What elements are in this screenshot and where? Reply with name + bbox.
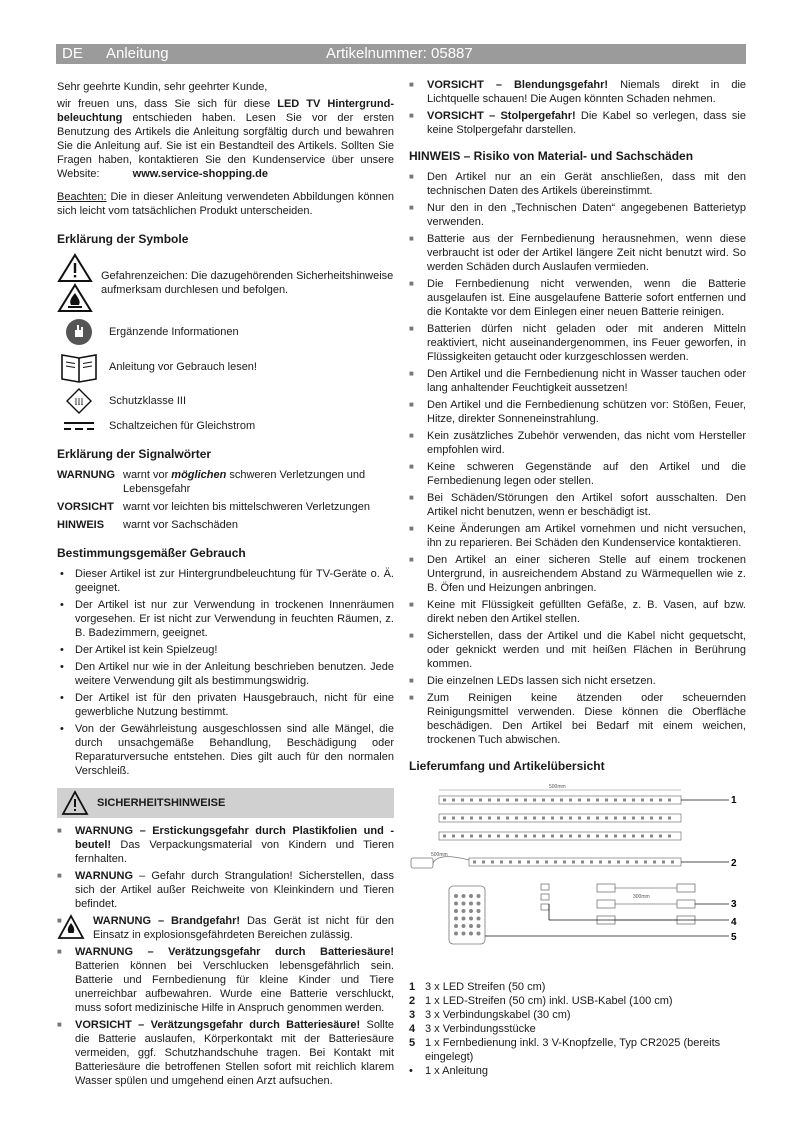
remote-button-dot: [477, 932, 481, 936]
led-dot: [605, 835, 608, 838]
signal-row: VORSICHT warnt vor leichten bis mittelschweren Verletzungen: [57, 501, 371, 513]
led-dot: [542, 835, 545, 838]
led-dot: [482, 861, 485, 864]
remote-button-dot: [477, 902, 481, 906]
safety-list: [57, 824, 394, 1088]
remote-button-dot: [454, 909, 458, 913]
list-item: ■ Zum Reinigen keine ätzenden oder scheuernden Reinigungsmittel verwenden. Diese können die Oberfläche beschädigen. Den Artikel bei Bedarf mit einem weichen, trockenen Tuch abwischen.: [409, 691, 746, 747]
led-dot: [479, 799, 482, 802]
led-dot: [569, 817, 572, 820]
led-dot: [587, 817, 590, 820]
label-3: 3: [731, 899, 737, 910]
led-dot: [659, 799, 662, 802]
list-item: ■ Keine mit Flüssigkeit gefüllten Gefäße, z. B. Vasen, auf bzw. direkt neben den Artikel stellen.: [409, 598, 746, 626]
led-dot: [641, 817, 644, 820]
led-dot: [662, 861, 665, 864]
header-title: Anleitung: [106, 45, 169, 62]
led-dot: [554, 861, 557, 864]
safety-heading-bar: [57, 788, 394, 818]
list-item: ■ Den Artikel nur an ein Gerät anschließen, dass mit den technischen Daten des Artikels übereinstimmt.: [409, 170, 746, 198]
list-item: 4 3 x Verbindungsstücke: [409, 1023, 536, 1035]
usage-list: [57, 567, 394, 778]
led-dot: [671, 861, 674, 864]
led-dot: [443, 799, 446, 802]
list-item: • Dieser Artikel ist zur Hintergrundbeleuchtung für TV-Geräte o. Ä. geeignet.: [57, 567, 394, 595]
list-item: ■ WARNUNG – Gefahr durch Strangulation! Sicherstellen, dass sich der Artikel außer Reichweite von Kleinkindern und Tieren befindet.: [57, 869, 394, 911]
led-dot: [596, 799, 599, 802]
remote-button-dot: [454, 902, 458, 906]
led-dot: [515, 799, 518, 802]
product-overview-figure: [409, 780, 746, 970]
label-5: 5: [731, 932, 737, 943]
led-dot: [488, 835, 491, 838]
list-item: ■ Kein zusätzliches Zubehör verwenden, das nicht vom Hersteller empfohlen wird.: [409, 429, 746, 457]
list-item: • Von der Gewährleistung ausgeschlossen sind alle Mängel, die durch unsachgemäße Behandlung, Beschädigung oder Reparaturversuche entstehen. Dies gilt auch für den normalen Verschleiß.: [57, 722, 394, 778]
led-dot: [497, 817, 500, 820]
symbol-text: Anleitung vor Gebrauch lesen!: [109, 361, 257, 373]
symbol-row-warning: [57, 253, 394, 313]
list-item: ■ WARNUNG – Erstickungsgefahr durch Plastikfolien und -beutel! Das Verpackungsmaterial von Kindern und Tieren fernhalten.: [57, 824, 394, 866]
symbol-text: Ergänzende Informationen: [109, 326, 239, 338]
led-dot: [596, 817, 599, 820]
remote-button-dot: [454, 894, 458, 898]
remote-button-dot: [469, 894, 473, 898]
led-dot: [497, 799, 500, 802]
led-dot: [545, 861, 548, 864]
led-dot: [500, 861, 503, 864]
led-dot: [632, 817, 635, 820]
led-dot: [509, 861, 512, 864]
led-dot: [497, 835, 500, 838]
greeting: Sehr geehrte Kundin, sehr geehrter Kunde,: [57, 81, 268, 93]
list-item: • Der Artikel ist kein Spielzeug!: [57, 643, 394, 657]
led-dot: [524, 799, 527, 802]
extension-length-label: 300mm: [633, 894, 650, 900]
list-item: 1 3 x LED Streifen (50 cm): [409, 981, 546, 993]
led-dot: [608, 861, 611, 864]
led-strips: [439, 796, 681, 864]
led-dot: [599, 861, 602, 864]
list-item: ■ Den Artikel und die Fernbedienung schützen vor: Stößen, Feuer, Hitze, direkter Sonneneinstrahlung.: [409, 398, 746, 426]
overview-heading: Lieferumfang und Artikelübersicht: [409, 759, 605, 773]
list-item: ■ Die Fernbedienung nicht verwenden, wenn die Batterie ausgelaufen ist. Eine ausgelaufene Batterie sofort entfernen und die Kontakte vor dem Einlegen einer neuen Batterie reinigen.: [409, 277, 746, 319]
list-item: ■ Nur den in den „Technischen Daten“ angegebenen Batterietyp verwenden.: [409, 201, 746, 229]
led-dot: [536, 861, 539, 864]
led-dot: [542, 799, 545, 802]
led-dot: [488, 799, 491, 802]
led-dot: [443, 817, 446, 820]
remote-button-dot: [462, 924, 466, 928]
list-item: ■ Sicherstellen, dass der Artikel und die Kabel nicht gequetscht, oder geknickt werden und mit heißen Flächen in Berührung kommen.: [409, 629, 746, 671]
book-icon: [59, 351, 99, 383]
article-number: Artikelnummer: 05887: [326, 45, 473, 62]
led-dot: [605, 799, 608, 802]
led-dot: [596, 835, 599, 838]
list-item: ■ Bei Schäden/Störungen den Artikel sofort ausschalten. Den Artikel nicht benutzen, wenn er beschädigt ist.: [409, 491, 746, 519]
led-dot: [470, 835, 473, 838]
strip-length-label: 500mm: [549, 784, 566, 790]
led-dot: [506, 799, 509, 802]
led-dot: [650, 835, 653, 838]
led-dot: [515, 835, 518, 838]
led-dot: [605, 817, 608, 820]
symbols-heading: Erklärung der Symbole: [57, 232, 189, 246]
led-dot: [461, 835, 464, 838]
led-dot: [560, 799, 563, 802]
list-item: ■ VORSICHT – Verätzungsgefahr durch Batteriesäure! Sollte die Batterie auslaufen, Körperkontakt mit der Batteriesäure vermeiden, ggf. Schutzhandschuhe tragen. Bei Kontakt mit Batteriesäure die betroffenen Stellen sofort mit reichlich klarem Wasser spülen und umgehend einen Arzt aufsuchen.: [57, 1018, 394, 1088]
list-item: 5 1 x Fernbedienung inkl. 3 V-Knopfzelle, Typ CR2025 (bereits eingelegt): [409, 1037, 721, 1063]
note-paragraph: Beachten: Die in dieser Anleitung verwendeten Abbildungen können sich leicht vom tatsächlichen Produkt unterscheiden.: [57, 191, 394, 217]
led-dot: [443, 835, 446, 838]
led-dot: [650, 817, 653, 820]
remote-button-dot: [477, 894, 481, 898]
led-dot: [551, 799, 554, 802]
led-dot: [569, 835, 572, 838]
led-dot: [572, 861, 575, 864]
list-item: ■ WARNUNG – Brandgefahr! Das Gerät ist nicht für den Einsatz in explosionsgefährdeten Bereichen zulässig.: [57, 914, 394, 942]
info-hand-icon: [64, 317, 94, 347]
remote-button-dot: [462, 932, 466, 936]
led-dot: [668, 799, 671, 802]
connectors: [541, 884, 549, 910]
notice-heading: HINWEIS – Risiko von Material- und Sachschäden: [409, 149, 694, 163]
symbol-text: Gefahrenzeichen: Die dazugehörenden Sicherheitshinweise aufmerksam durchlesen und befolgen.: [101, 270, 394, 296]
list-item: ■ Keine Änderungen am Artikel vornehmen und nicht versuchen, ihn zu reparieren. Bei Schäden den Kundenservice kontaktieren.: [409, 522, 746, 550]
cable-length-label: 500mm: [431, 852, 448, 858]
list-item: ■ Den Artikel und die Fernbedienung nicht in Wasser tauchen oder lang anhaltender Feuchtigkeit aussetzen!: [409, 367, 746, 395]
remote-button-dot: [477, 924, 481, 928]
remote-button-dot: [469, 917, 473, 921]
list-item: 3 3 x Verbindungskabel (30 cm): [409, 1009, 571, 1021]
remote-button-dot: [454, 932, 458, 936]
warning-triangle-icon: [61, 790, 89, 816]
fire-warning-icon: [57, 283, 93, 313]
symbol-row-protection: [57, 387, 394, 415]
led-dot: [653, 861, 656, 864]
left-column: [57, 78, 394, 1091]
led-dot: [632, 799, 635, 802]
signals-heading: Erklärung der Signalwörter: [57, 447, 212, 461]
warning-icons: [57, 253, 93, 313]
right-column: [409, 78, 746, 1078]
led-dot: [506, 835, 509, 838]
led-dot: [668, 817, 671, 820]
signal-row: WARNUNG warnt vor möglichen schweren Verletzungen und Lebensgefahr: [57, 469, 366, 495]
led-dot: [560, 817, 563, 820]
led-dot: [659, 835, 662, 838]
label-4: 4: [731, 917, 737, 928]
remote-button-dot: [469, 902, 473, 906]
led-dot: [479, 835, 482, 838]
led-dot: [569, 799, 572, 802]
list-item: • Den Artikel nur wie in der Anleitung beschrieben benutzen. Jede weitere Verwendung gilt als bestimmungswidrig.: [57, 660, 394, 688]
list-item: ■ Batterien dürfen nicht geladen oder mit anderen Mitteln reaktiviert, nicht auseinandergenommen, ins Feuer geworfen, in Flüssigkeiten getaucht oder kurzgeschlossen werden.: [409, 322, 746, 364]
led-dot: [533, 835, 536, 838]
led-dot: [578, 799, 581, 802]
led-dot: [488, 817, 491, 820]
dc-icon: [62, 420, 96, 432]
fire-warning-icon: [57, 914, 85, 940]
led-dot: [560, 835, 563, 838]
list-item: ■ VORSICHT – Stolpergefahr! Die Kabel so verlegen, dass sie keine Stolpergefahr darstellen.: [409, 109, 746, 137]
usage-heading: Bestimmungsgemäßer Gebrauch: [57, 546, 246, 560]
signal-row: HINWEIS warnt vor Sachschäden: [57, 519, 238, 531]
symbol-row-info: [57, 317, 394, 347]
led-dot: [452, 799, 455, 802]
remote-button-dot: [469, 909, 473, 913]
led-dot: [632, 835, 635, 838]
led-dot: [551, 817, 554, 820]
list-item: • Der Artikel ist für den privaten Hausgebrauch, nicht für eine gewerbliche Nutzung bestimmt.: [57, 691, 394, 719]
led-dot: [623, 835, 626, 838]
led-dot: [452, 817, 455, 820]
overview-drawing: [409, 780, 746, 970]
led-dot: [587, 799, 590, 802]
led-dot: [470, 817, 473, 820]
remote-button-dot: [454, 917, 458, 921]
led-dot: [563, 861, 566, 864]
list-item: ■ WARNUNG – Verätzungsgefahr durch Batteriesäure! Batterien können bei Verschlucken lebensgefährlich sein. Batterie und Fernbedienung für kleine Kinder und Tiere unerreichbar aufbewahren. Wurde eine Batterie verschluckt, muss sofort medizinische Hilfe in Anspruch genommen werden.: [57, 945, 394, 1015]
list-item: 2 1 x LED-Streifen (50 cm) inkl. USB-Kabel (100 cm): [409, 995, 673, 1007]
remote-button-dot: [477, 909, 481, 913]
led-dot: [614, 835, 617, 838]
remote-button-dot: [469, 924, 473, 928]
remote-button-dot: [454, 924, 458, 928]
led-dot: [668, 835, 671, 838]
led-dot: [524, 835, 527, 838]
led-dot: [479, 817, 482, 820]
language-code: DE: [62, 45, 83, 62]
remote-button-dot: [462, 894, 466, 898]
led-dot: [614, 799, 617, 802]
remote-button-dot: [469, 932, 473, 936]
caution-list: [409, 78, 746, 137]
led-dot: [452, 835, 455, 838]
led-dot: [470, 799, 473, 802]
led-dot: [617, 861, 620, 864]
led-dot: [590, 861, 593, 864]
led-dot: [641, 799, 644, 802]
remote-button-dot: [462, 917, 466, 921]
warning-triangle-icon: [57, 253, 93, 283]
led-dot: [533, 799, 536, 802]
led-dot: [542, 817, 545, 820]
led-dot: [515, 817, 518, 820]
led-dot: [626, 861, 629, 864]
list-item: ■ Die einzelnen LEDs lassen sich nicht ersetzen.: [409, 674, 746, 688]
led-dot: [635, 861, 638, 864]
led-dot: [551, 835, 554, 838]
led-dot: [524, 817, 527, 820]
list-item: ■ Keine schweren Gegenstände auf den Artikel und die Fernbedienung legen oder stellen.: [409, 460, 746, 488]
svg-text:III: III: [74, 397, 84, 407]
scope-of-delivery-list: [409, 980, 746, 1078]
led-dot: [587, 835, 590, 838]
led-dot: [581, 861, 584, 864]
symbol-row-book: [57, 351, 394, 383]
intro-paragraph: wir freuen uns, dass Sie sich für diese LED TV Hintergrundbeleuchtung entschieden haben. Lesen Sie vor der ersten Benutzung des Artikels die Anleitung sorgfältig durch und bewahren Sie die Anleitung auf. Sie ist ein Bestandteil des Artikels. Sollten Sie Fragen haben, kontaktieren Sie den Kundenservice über unsere Website: www.service-shopping.de: [57, 98, 395, 180]
led-dot: [527, 861, 530, 864]
list-item: • 1 x Anleitung: [409, 1065, 488, 1077]
website-link[interactable]: www.service-shopping.de: [132, 168, 268, 180]
led-dot: [614, 817, 617, 820]
symbol-row-dc: [57, 419, 394, 433]
symbol-text: Schutzklasse III: [109, 395, 187, 407]
led-dot: [578, 817, 581, 820]
led-dot: [659, 817, 662, 820]
led-dot: [641, 835, 644, 838]
symbol-text: Schaltzeichen für Gleichstrom: [109, 420, 256, 432]
led-dot: [623, 799, 626, 802]
page-header: [56, 44, 746, 64]
led-dot: [461, 799, 464, 802]
label-1: 1: [731, 795, 737, 806]
led-dot: [461, 817, 464, 820]
list-item: ■ Den Artikel an einer sicheren Stelle auf einem trockenen Untergrund, in ausreichendem Abstand zu Wärmequellen wie z. B. Öfen und Heizungen anbringen.: [409, 553, 746, 595]
remote-button-dot: [462, 902, 466, 906]
led-dot: [491, 861, 494, 864]
list-item: ■ VORSICHT – Blendungsgefahr! Niemals direkt in die Lichtquelle schauen! Die Augen könnten Schaden nehmen.: [409, 78, 746, 106]
protection-class-icon: [65, 387, 93, 415]
safety-heading: SICHERHEITSHINWEISE: [97, 797, 226, 809]
list-item: ■ Batterie aus der Fernbedienung herausnehmen, wenn diese verbraucht ist oder der Artikel längere Zeit nicht benutzt wird. So werden Schäden durch Auslaufen vermieden.: [409, 232, 746, 274]
remote-button-dot: [477, 917, 481, 921]
notice-list: [409, 170, 746, 747]
led-dot: [506, 817, 509, 820]
led-dot: [623, 817, 626, 820]
led-dot: [644, 861, 647, 864]
led-dot: [473, 861, 476, 864]
led-dot: [533, 817, 536, 820]
led-dot: [518, 861, 521, 864]
label-2: 2: [731, 858, 737, 869]
led-dot: [578, 835, 581, 838]
remote-button-dot: [462, 909, 466, 913]
list-item: • Der Artikel ist nur zur Verwendung in trockenen Innenräumen vorgesehen. Er ist nicht zur Verwendung in feuchten Räumen, z. B. Badezimmern, geeignet.: [57, 598, 394, 640]
led-dot: [650, 799, 653, 802]
